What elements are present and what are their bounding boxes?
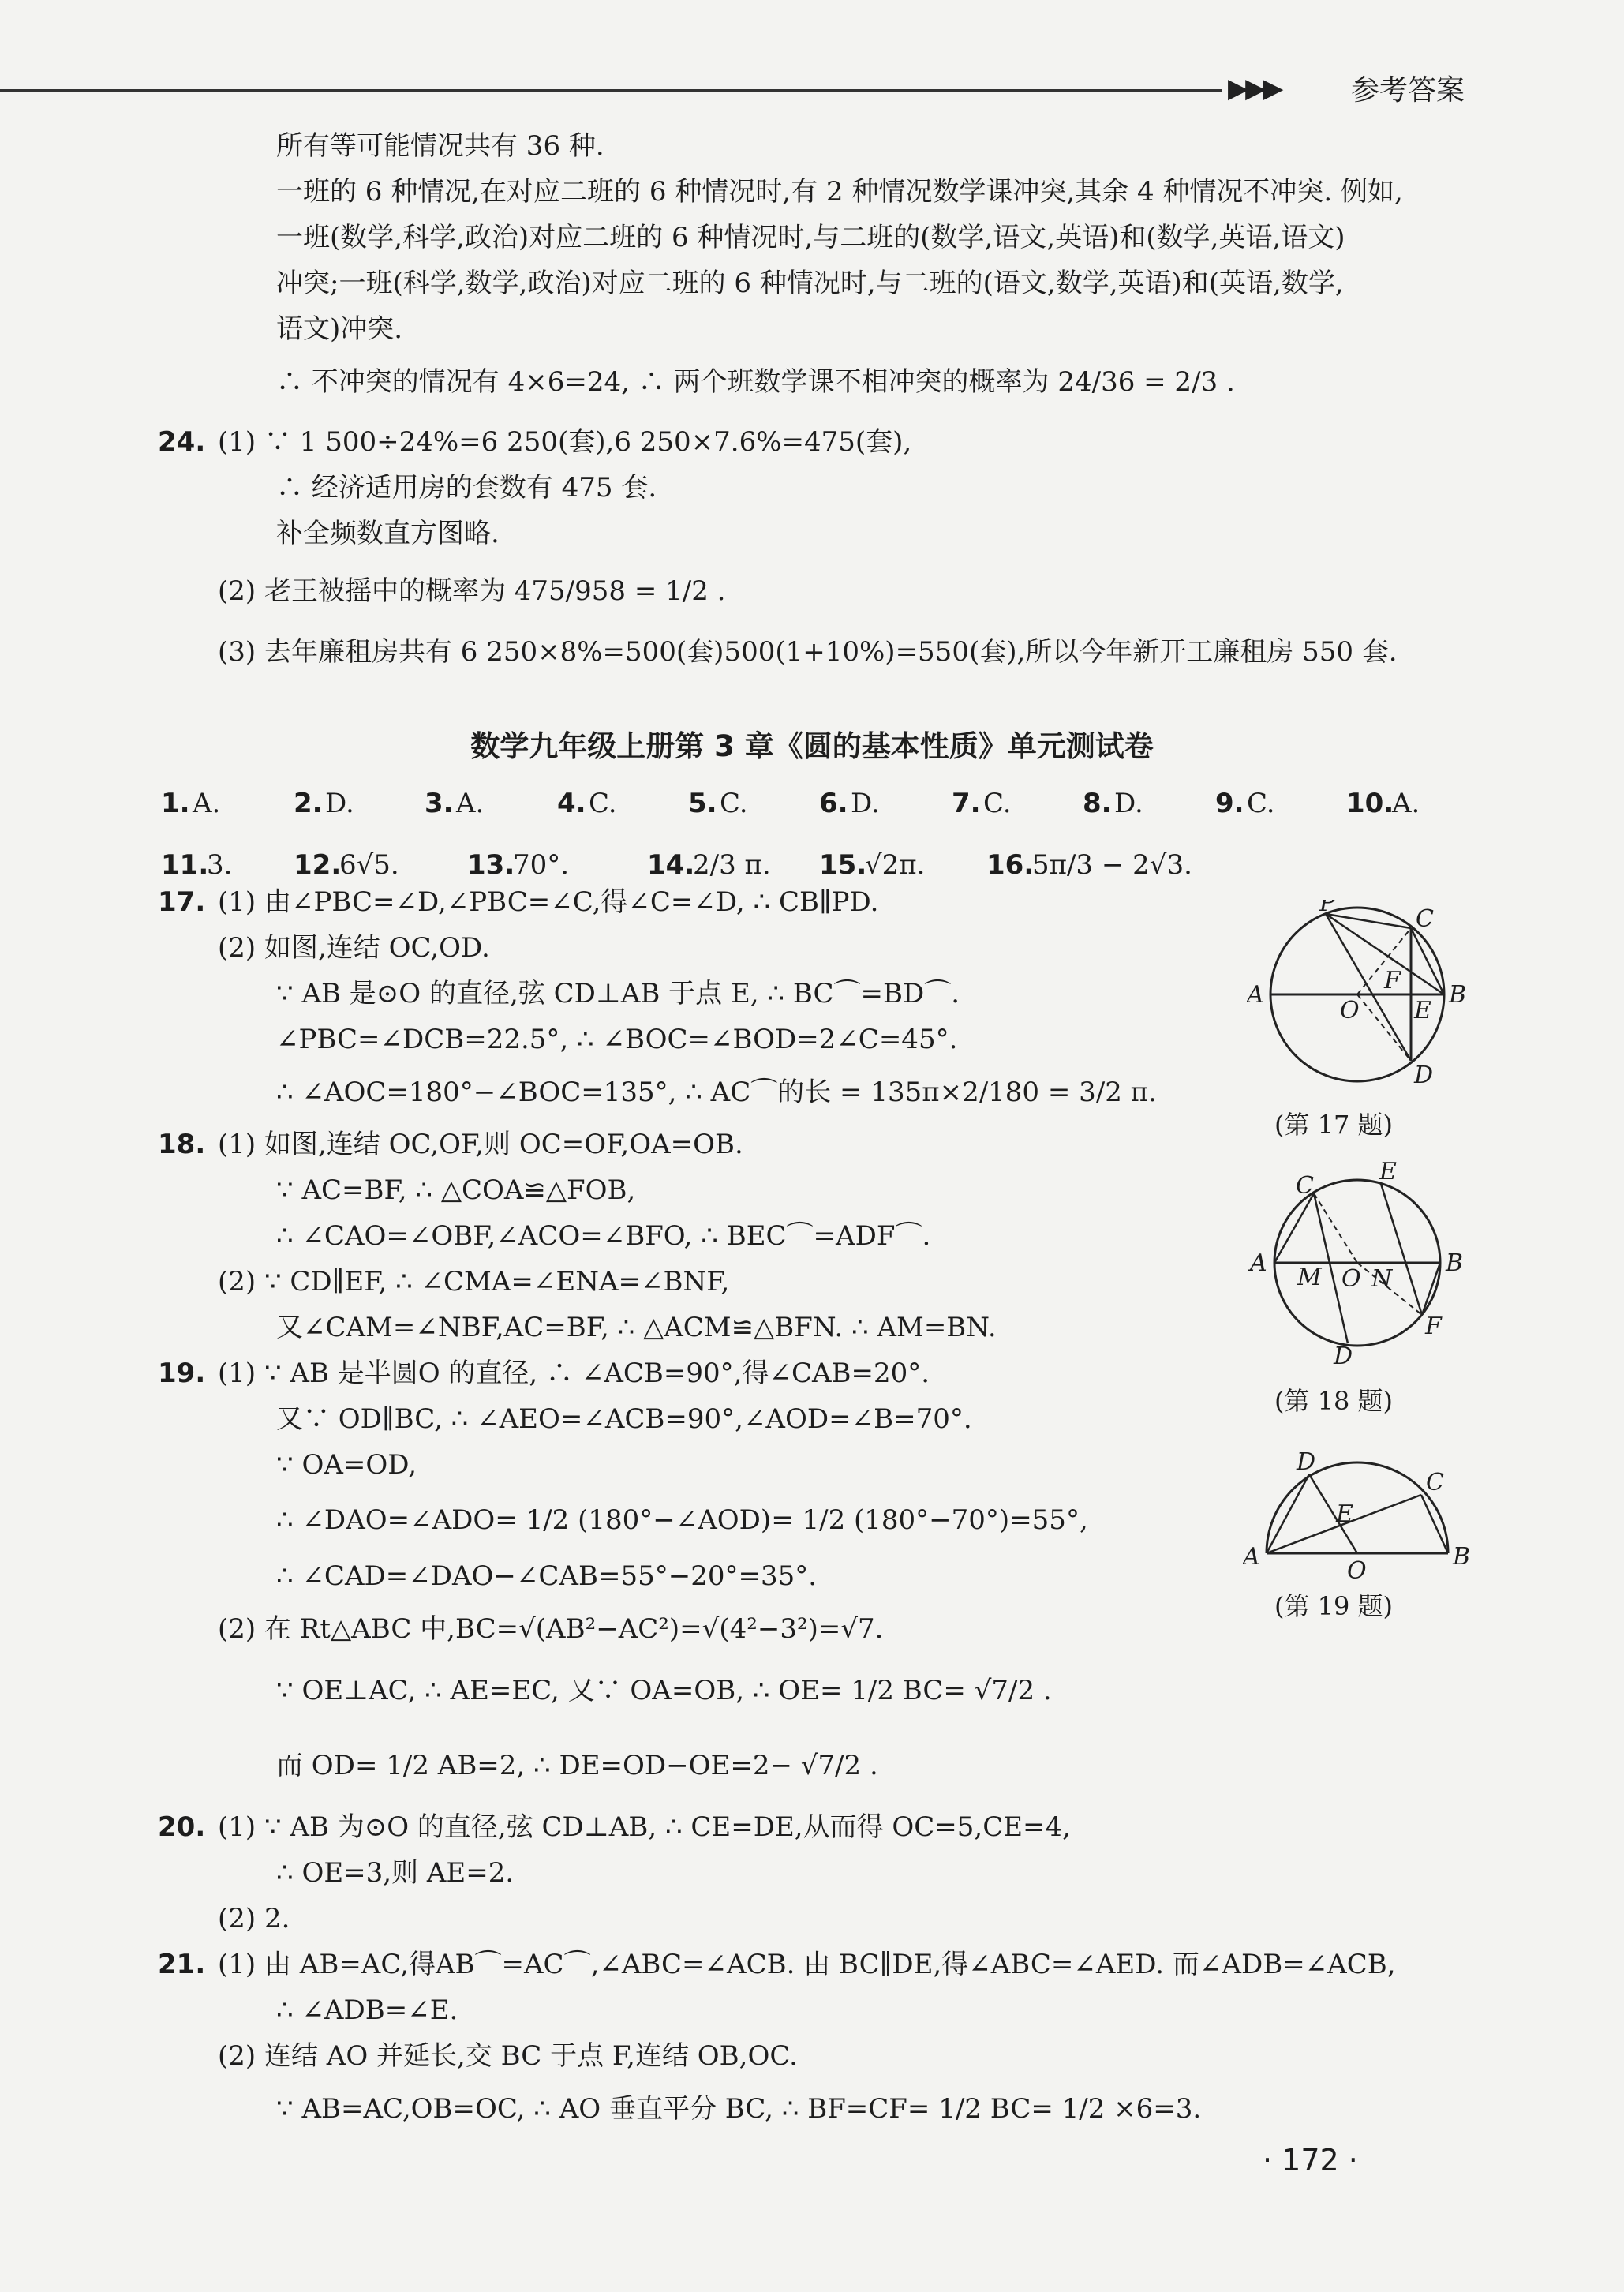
mc-answer: 3. [207, 849, 233, 881]
mc-answer: D. [325, 788, 354, 819]
mc-answer: C. [589, 788, 617, 819]
mc-number: 12. [294, 849, 342, 881]
answer-line: ∵ OE⊥AC, ∴ AE=EC, 又∵ OA=OB, ∴ OE= 1/2 BC= √7/2 . [276, 1675, 1052, 1706]
answer-line: (1) ∵ 1 500÷24%=6 250(套),6 250×7.6%=475(套), [218, 426, 912, 458]
fig18-label: E [1379, 1160, 1397, 1185]
fig17-label: C [1416, 905, 1434, 933]
fig18-label: C [1296, 1172, 1314, 1200]
answer-line: 冲突;一班(科学,数学,政治)对应二班的 6 种情况时,与二班的(语文,数学,英语)和(英语,数学, [276, 268, 1344, 299]
question-number: 20. [158, 1811, 206, 1843]
mc-number: 3. [425, 788, 454, 819]
figure-18-caption: (第 18 题) [1274, 1386, 1394, 1416]
answer-line: ∴ 经济适用房的套数有 475 套. [276, 472, 657, 504]
figure-19 [1243, 1452, 1480, 1590]
answer-line: ∵ OA=OD, [276, 1449, 417, 1481]
mc-number: 11. [161, 849, 209, 881]
mc-number: 4. [557, 788, 586, 819]
mc-number: 15. [819, 849, 867, 881]
mc-answer: 5π/3 − 2√3. [1032, 849, 1192, 881]
answer-line: ∵ AC=BF, ∴ △COA≌△FOB, [276, 1174, 636, 1206]
fig17-label: O [1340, 997, 1360, 1024]
mc-answer: A. [193, 788, 221, 819]
mc-answer: C. [983, 788, 1012, 819]
mc-number: 6. [819, 788, 848, 819]
fig17-label: P [1319, 900, 1336, 917]
mc-number: 8. [1083, 788, 1112, 819]
answer-line: (3) 去年廉租房共有 6 250×8%=500(套)500(1+10%)=550(套),所以今年新开工廉租房 550 套. [218, 636, 1398, 668]
mc-number: 13. [467, 849, 515, 881]
mc-answer: 70°. [513, 849, 570, 881]
answer-line: ∵ AB=AC,OB=OC, ∴ AO 垂直平分 BC, ∴ BF=CF= 1/2 BC= 1/2 ×6=3. [276, 2093, 1202, 2125]
fig18-label: N [1371, 1265, 1393, 1293]
answer-line: 而 OD= 1/2 AB=2, ∴ DE=OD−OE=2− √7/2 . [276, 1750, 878, 1781]
header-rule [0, 89, 1222, 92]
section-title: 数学九年级上册第 3 章《圆的基本性质》单元测试卷 [470, 729, 1154, 763]
answer-line: 补全频数直方图略. [276, 518, 500, 549]
mc-answer: √2π. [865, 849, 926, 881]
fig19-label: B [1453, 1543, 1471, 1571]
question-number: 17. [158, 886, 206, 918]
mc-number: 16. [986, 849, 1035, 881]
answer-line: 一班(数学,科学,政治)对应二班的 6 种情况时,与二班的(数学,语文,英语)和(数学,英语,语文) [276, 222, 1345, 253]
fig18-label: O [1341, 1265, 1361, 1293]
answer-line: ∴ ∠CAO=∠OBF,∠ACO=∠BFO, ∴ BEC⌒=ADF⌒. [276, 1220, 931, 1252]
answer-line: ∴ 不冲突的情况有 4×6=24, ∴ 两个班数学课不相冲突的概率为 24/36 = 2/3 . [276, 366, 1235, 398]
figure-17-caption: (第 17 题) [1274, 1110, 1394, 1140]
fig19-label: D [1297, 1452, 1316, 1476]
answer-line: ∠PBC=∠DCB=22.5°, ∴ ∠BOC=∠BOD=2∠C=45°. [276, 1024, 958, 1055]
figure-18 [1247, 1160, 1484, 1369]
answer-line: (2) 老王被摇中的概率为 475/958 = 1/2 . [218, 575, 726, 607]
mc-number: 10. [1346, 788, 1394, 819]
mc-answer: 6√5. [339, 849, 399, 881]
answer-line: ∵ AB 是⊙O 的直径,弦 CD⊥AB 于点 E, ∴ BC⌒=BD⌒. [276, 978, 960, 1009]
mc-answer: C. [720, 788, 748, 819]
mc-number: 5. [688, 788, 717, 819]
answer-line: ∴ ∠DAO=∠ADO= 1/2 (180°−∠AOD)= 1/2 (180°−70°)=55°, [276, 1504, 1088, 1536]
mc-number: 1. [161, 788, 190, 819]
answer-line: ∴ ∠CAD=∠DAO−∠CAB=55°−20°=35°. [276, 1560, 818, 1592]
fig19-label: C [1426, 1469, 1444, 1496]
page-number: · 172 · [1263, 2143, 1358, 2178]
fig18-label: A [1250, 1249, 1267, 1277]
answer-line: (2) 连结 AO 并延长,交 BC 于点 F,连结 OB,OC. [218, 2040, 798, 2072]
mc-number: 14. [647, 849, 695, 881]
answer-line: (1) ∵ AB 是半圆O 的直径, ∴ ∠ACB=90°,得∠CAB=20°. [218, 1358, 930, 1389]
fig18-label: B [1446, 1249, 1464, 1277]
answer-line: (2) 在 Rt△ABC 中,BC=√(AB²−AC²)=√(4²−3²)=√7. [218, 1613, 884, 1645]
mc-answer: A. [456, 788, 485, 819]
answer-line: 语文)冲突. [276, 313, 403, 345]
fig17-label: A [1247, 981, 1264, 1009]
fig19-label: E [1336, 1500, 1353, 1528]
fig19-label: A [1243, 1543, 1260, 1571]
figure-19-caption: (第 19 题) [1274, 1591, 1394, 1621]
header-arrows-icon: ▶▶▶ [1228, 73, 1281, 104]
fig17-label: D [1414, 1062, 1434, 1089]
mc-answer: D. [851, 788, 880, 819]
question-number: 18. [158, 1129, 206, 1160]
answer-line: (1) 由∠PBC=∠D,∠PBC=∠C,得∠C=∠D, ∴ CB∥PD. [218, 886, 879, 918]
mc-answer: A. [1392, 788, 1420, 819]
fig17-label: F [1384, 967, 1401, 994]
answer-line: (2) 2. [218, 1903, 290, 1934]
answer-line: 一班的 6 种情况,在对应二班的 6 种情况时,有 2 种情况数学课冲突,其余 4 种情况不冲突. 例如, [276, 176, 1403, 208]
mc-number: 7. [952, 788, 981, 819]
fig18-label: F [1425, 1313, 1442, 1340]
answer-line: ∴ ∠ADB=∠E. [276, 1994, 458, 2026]
fig17-label: B [1449, 981, 1467, 1009]
mc-answer: D. [1114, 788, 1143, 819]
figure-17 [1247, 900, 1484, 1092]
mc-number: 9. [1215, 788, 1244, 819]
fig18-label: D [1334, 1343, 1353, 1365]
fig17-label: E [1414, 997, 1431, 1024]
question-number: 21. [158, 1949, 206, 1980]
answer-line: 所有等可能情况共有 36 种. [276, 130, 604, 162]
header-title: 参考答案 [1351, 74, 1465, 107]
answer-line: (1) 由 AB=AC,得AB⌒=AC⌒,∠ABC=∠ACB. 由 BC∥DE,得∠ABC=∠AED. 而∠ADB=∠ACB, [218, 1949, 1396, 1980]
answer-line: (2) ∵ CD∥EF, ∴ ∠CMA=∠ENA=∠BNF, [218, 1266, 730, 1298]
mc-number: 2. [294, 788, 323, 819]
answer-line: ∴ OE=3,则 AE=2. [276, 1857, 515, 1889]
answer-line: 又∠CAM=∠NBF,AC=BF, ∴ △ACM≌△BFN. ∴ AM=BN. [276, 1312, 997, 1343]
fig18-label: M [1297, 1264, 1322, 1291]
answer-line: (1) 如图,连结 OC,OF,则 OC=OF,OA=OB. [218, 1129, 743, 1160]
question-number: 24. [158, 426, 206, 458]
question-number: 19. [158, 1358, 206, 1389]
answer-line: ∴ ∠AOC=180°−∠BOC=135°, ∴ AC⌒的长 = 135π×2/180 = 3/2 π. [276, 1077, 1157, 1108]
mc-answer: C. [1247, 788, 1275, 819]
answer-line: 又∵ OD∥BC, ∴ ∠AEO=∠ACB=90°,∠AOD=∠B=70°. [276, 1403, 972, 1435]
answer-line: (2) 如图,连结 OC,OD. [218, 932, 490, 964]
fig19-label: O [1347, 1557, 1367, 1585]
answer-line: (1) ∵ AB 为⊙O 的直径,弦 CD⊥AB, ∴ CE=DE,从而得 OC=5,CE=4, [218, 1811, 1071, 1843]
mc-answer: 2/3 π. [693, 849, 771, 881]
